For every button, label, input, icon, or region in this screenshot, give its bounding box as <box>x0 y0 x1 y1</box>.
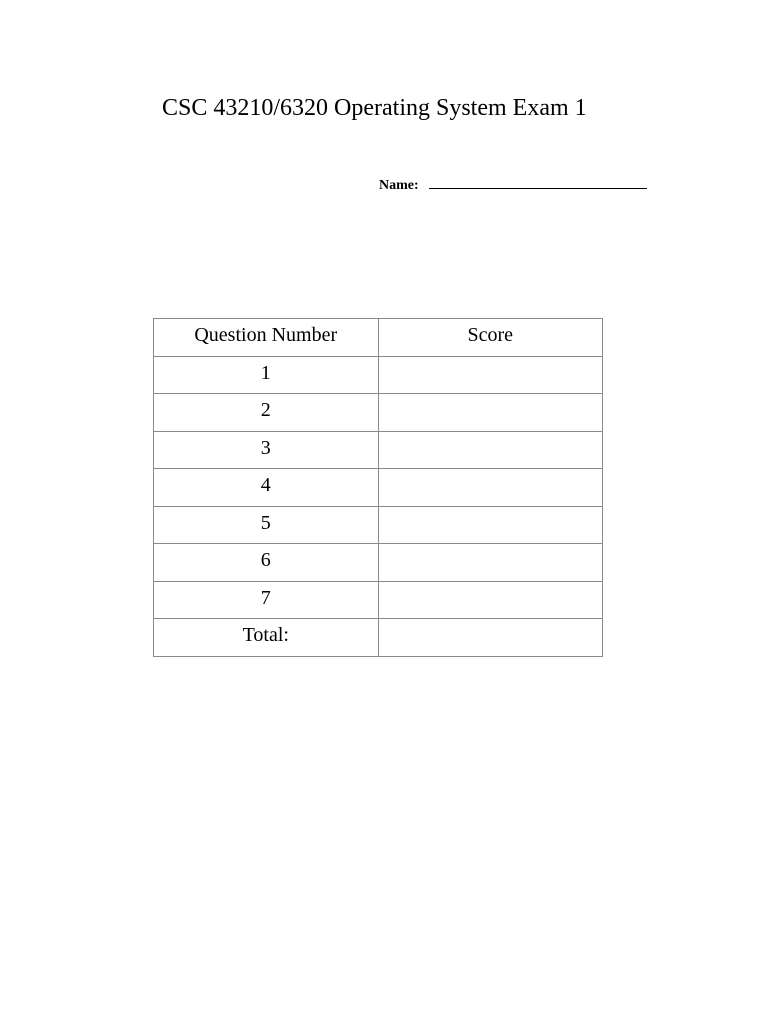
table-row <box>154 356 603 394</box>
question-cell: 2 <box>154 394 379 432</box>
score-cell <box>378 506 603 544</box>
page-title: CSC 43210/6320 Operating System Exam 1 <box>162 95 587 121</box>
score-cell <box>378 469 603 507</box>
column-header-question-number: Question Number <box>154 319 379 357</box>
score-cell <box>378 544 603 582</box>
score-cell <box>378 581 603 619</box>
name-blank-line <box>429 174 647 189</box>
score-cell <box>378 394 603 432</box>
score-cell <box>378 431 603 469</box>
total-row <box>154 619 603 657</box>
name-field <box>379 174 647 196</box>
question-cell: 5 <box>154 506 379 544</box>
table-row <box>154 544 603 582</box>
total-score-cell <box>378 619 603 657</box>
score-table <box>153 318 603 657</box>
question-cell: 6 <box>154 544 379 582</box>
table-row <box>154 431 603 469</box>
column-header-score: Score <box>378 319 603 357</box>
question-cell: 1 <box>154 356 379 394</box>
total-label-cell: Total: <box>154 619 379 657</box>
table-row <box>154 581 603 619</box>
question-cell: 3 <box>154 431 379 469</box>
name-label: Name: <box>379 178 419 193</box>
question-cell: 7 <box>154 581 379 619</box>
table-header-row <box>154 319 603 357</box>
table-row <box>154 394 603 432</box>
score-cell <box>378 356 603 394</box>
question-cell: 4 <box>154 469 379 507</box>
table-row <box>154 469 603 507</box>
table-row <box>154 506 603 544</box>
